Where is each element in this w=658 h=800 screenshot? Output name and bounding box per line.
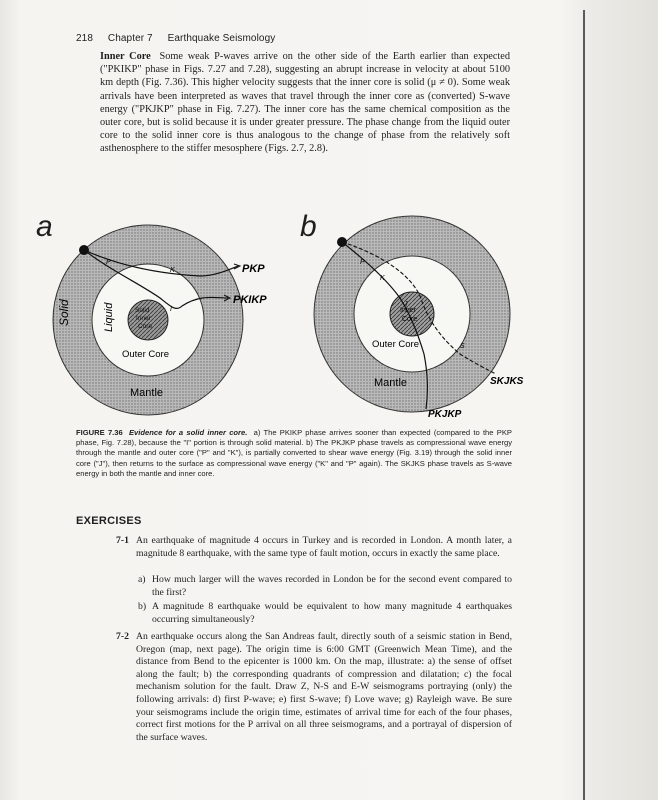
exercise-text: An earthquake of magnitude 4 occurs in Turkey and is recorded in London. A month later, a magnitude 8 earthquake, with the same type of fault motion, occurs in exactly the same place.: [136, 535, 512, 559]
earthquake-source-icon: [337, 237, 347, 247]
inner-core-label: Core: [138, 323, 153, 330]
chapter-title: Earthquake Seismology: [167, 33, 276, 44]
inner-label: Inner: [400, 307, 416, 314]
exercise-text: An earthquake occurs along the San Andreas fault, directly south of a seismic station in Bend, Oregon (map, next page). The origin time is 6:00 GMT (Greenwich Mean Time), and the distance from Bend to the epicenter is 1000 km. On the map, illustrate: a) the sense of offset along the fault; b) the corresponding quadrants of compression and dilatation; c) the focal mechanism solution for the fault. Draw Z, N-S and E-W seismograms portraying (only) the following arrivals: d) first P-wave; e) first S-wave; f) Love wave; g) Rayleigh wave. Be sure your seismograms include the origin time, estimates of arrival time for each of the four phases, correct first motions for the P arrival on all three seismograms, and a portrayal of dispersion of the surface waves.: [136, 631, 512, 743]
figure-number: FIGURE 7.36: [76, 428, 123, 437]
seg-p-label: P: [106, 259, 111, 266]
solid-mantle-label: Solid: [57, 299, 71, 326]
panel-a-diagram: [50, 214, 290, 430]
exercise-part-text: A magnitude 8 earthquake would be equivalent to how many magnitude 4 earthquakes occurring simultaneously?: [152, 601, 512, 625]
pkikp-label: PKIKP: [233, 294, 267, 306]
pkp-label: PKP: [242, 263, 265, 275]
exercises-heading: EXERCISES: [76, 515, 142, 527]
chapter-label: Chapter 7: [107, 33, 153, 44]
seg-k-label: K: [380, 275, 385, 282]
seg-k-label: K: [170, 267, 175, 274]
figure-title: Evidence for a solid inner core.: [128, 428, 248, 437]
exercise-part-text: How much larger will the waves recorded in London be for the second event compared to the first?: [152, 574, 512, 598]
figure-caption-text: a) The PKIKP phase arrives sooner than expected (compared to the PKP phase, Fig. 7.28), because the "I" portion is through solid material. b) The PKJKP phase travels as compressional wave energy through the mantle and outer core ("P" and "K"), is partially converted to shear wave energy (Fig. 3.19) through the solid inner core ("J"), then returns to the surface as compressional wave energy ("K" and "P" again). The SKJKS phase travels as S-wave energy in both the mantle and inner core.: [76, 428, 512, 478]
exercise-number: 7-1: [116, 535, 129, 546]
inner-core-label: Core: [402, 316, 418, 323]
inner-core-paragraph: [100, 50, 510, 156]
panel-b-diagram: [300, 214, 540, 430]
exercise-part-letter: b): [138, 601, 147, 612]
exercise-part-letter: a): [138, 574, 146, 585]
seg-j-label: J: [404, 301, 408, 308]
page-number: 218: [76, 33, 93, 44]
mantle-label: Mantle: [130, 387, 164, 399]
skjks-label: SKJKS: [490, 376, 524, 387]
outer-core-label: Outer Core: [372, 339, 419, 350]
paragraph-text: Some weak P-waves arrive on the other side of the Earth earlier than expected ("PKIKP" phase in Figs. 7.27 and 7.28), suggesting an abrupt increase in velocity at about 5100 km depth (Fig. 7.36). This higher velocity suggests that the inner core is solid (μ ≠ 0). Some weak arrivals have been interpreted as waves that travel through the inner core as (converted) S-wave energy ("PKJKP" phase in Fig. 7.27). The inner core has the same chemical composition as the outer core, but is solid because it is under greater pressure. The phase change from the liquid outer core to the solid inner core is thus analogous to the change of phase from the relatively soft asthenosphere to the stiffer mesosphere (Figs. 2.7, 2.8).: [100, 51, 511, 155]
inner-solid-label: Solid: [135, 307, 150, 314]
inner-label: Inner: [136, 315, 151, 322]
liquid-label: Liquid: [103, 302, 115, 332]
seg-s-label: S: [460, 343, 465, 350]
seg-i-label: I: [170, 306, 172, 313]
earthquake-source-icon: [79, 245, 89, 255]
paragraph-heading: Inner Core: [100, 51, 151, 62]
mantle-label: Mantle: [374, 377, 408, 389]
book-gutter: [583, 10, 585, 800]
outer-core-label: Outer Core: [122, 349, 169, 360]
pkjkp-label: PKJKP: [428, 409, 462, 420]
panel-b-letter: b: [300, 210, 317, 243]
running-head: [76, 33, 287, 44]
figure-caption: [76, 428, 512, 479]
exercise-number: 7-2: [116, 631, 129, 642]
seg-p-label: P: [360, 259, 365, 266]
panel-a-letter: a: [36, 210, 53, 243]
